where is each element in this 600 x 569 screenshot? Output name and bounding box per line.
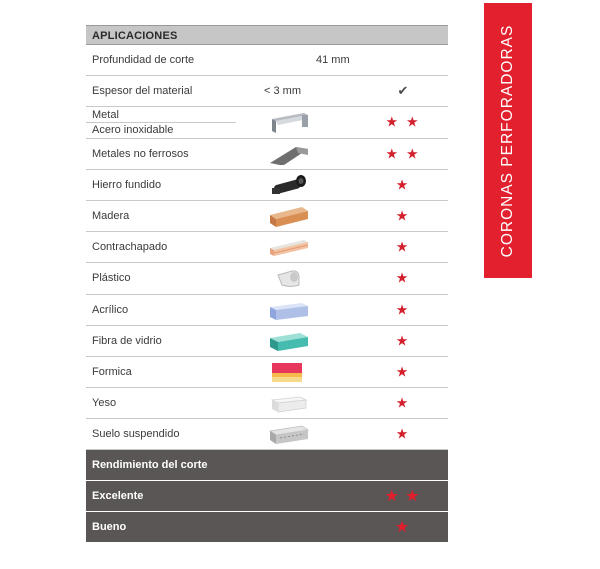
rating-stars: ★ ★ (385, 487, 421, 504)
table-row (86, 76, 448, 107)
legend-good-row (86, 512, 448, 543)
table-row (86, 232, 448, 263)
rating-stars: ★ ★ (385, 113, 421, 130)
table-row (86, 326, 448, 357)
table-row (86, 295, 448, 326)
rating-stars: ★ (395, 518, 411, 535)
table-row (86, 107, 448, 138)
row-label: Fibra de vidrio (92, 334, 162, 347)
row-label: Contrachapado (92, 241, 168, 254)
row-label: Metales no ferrosos (92, 147, 189, 160)
row-label: Profundidad de corte (92, 54, 195, 67)
row-label: Formica (92, 365, 132, 378)
row-label: Suelo suspendido (92, 428, 180, 441)
row-label: Metal (92, 109, 119, 122)
rating-stars: ★ (395, 238, 411, 255)
raised-floor-icon (268, 423, 310, 445)
table-row (86, 263, 448, 294)
plastic-pipe-icon (268, 267, 310, 289)
rating-stars: ★ (395, 301, 411, 318)
row-label: Madera (92, 210, 130, 223)
legend-title-row (86, 450, 448, 481)
rating-stars: ★ (395, 332, 411, 349)
table-row (86, 45, 448, 76)
rating-stars: ★ (395, 176, 411, 193)
row-label: Acrílico (92, 303, 129, 316)
formica-icon (268, 361, 310, 383)
table-row (86, 139, 448, 170)
fiberglass-icon (268, 330, 310, 352)
legend-excellent-row (86, 481, 448, 512)
row-label: Hierro fundido (92, 178, 162, 191)
cast-iron-pipe-icon (268, 174, 310, 196)
rating-stars: ★ (395, 394, 411, 411)
rating-stars: ★ (395, 269, 411, 286)
row-value: < 3 mm (264, 85, 301, 98)
row-label-secondary: Acero inoxidable (92, 124, 174, 137)
rating-stars: ★ (395, 207, 411, 224)
table-row (86, 170, 448, 201)
table-row (86, 201, 448, 232)
table-header: APLICACIONES (86, 25, 448, 45)
rating-stars: ★ (395, 425, 411, 442)
rating-stars: ★ ★ (385, 145, 421, 162)
row-value: 41 mm (316, 54, 350, 67)
rating-stars: ★ (395, 363, 411, 380)
legend-title: Rendimiento del corte (92, 459, 208, 472)
acrylic-sheet-icon (268, 299, 310, 321)
non-ferrous-metal-icon (268, 143, 310, 165)
legend-good-label: Bueno (92, 521, 127, 534)
applications-table (86, 25, 448, 543)
row-label: Espesor del material (92, 85, 193, 98)
check-icon: ✔ (397, 83, 409, 99)
plaster-icon (268, 392, 310, 414)
table-row (86, 419, 448, 450)
row-label: Plástico (92, 272, 131, 285)
plywood-icon (268, 236, 310, 258)
legend-excellent-label: Excelente (92, 490, 144, 503)
wood-plank-icon (268, 205, 310, 227)
metal-profile-icon (268, 111, 310, 133)
side-tab-coronas-perforadoras (484, 3, 532, 278)
row-label: Yeso (92, 397, 117, 410)
side-tab-label: CORONAS PERFORADORAS (499, 24, 516, 257)
table-row (86, 388, 448, 419)
table-row (86, 357, 448, 388)
